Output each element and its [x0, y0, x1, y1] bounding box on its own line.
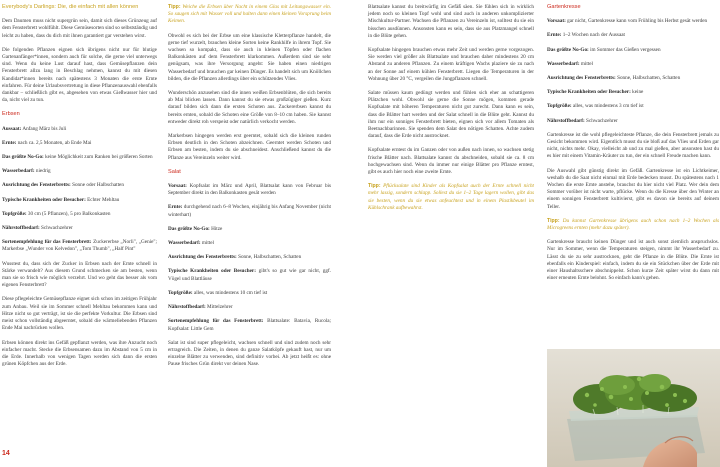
body-paragraph: Obwohl es sich bei der Erbse um eine klassische Kletterpflanze handelt, die gerne tief wurzelt, brauchen kleine Sorten keine Rankhilfe in ihrem Topf. Sie wachsen so kompakt, dass sie auch in kleinen Töpfen oder flachen Balkonkästen auf dem Fensterbrett klarkommen. Außerdem sind sie sehr genügsam, was ihre Versorgung angeht: Sie haben einen niedrigen Wasserbedarf und brauchen gar keinen Dünger. Es handelt sich um Knöllchen bilden, die die Pflanzen allerdings über ein schützendes Vlies. — [168, 32, 331, 82]
fact-value: Sonne oder Halbschatten — [72, 182, 124, 189]
fact-value: Hitze — [211, 225, 223, 232]
fact-list-gartenkresse — [547, 18, 719, 125]
column-1 — [2, 4, 157, 375]
fact-row — [168, 290, 331, 297]
fact-label: Aussaat: — [2, 125, 22, 132]
fact-row — [2, 211, 157, 218]
fact-row — [2, 126, 157, 133]
fact-row — [547, 18, 719, 25]
body-paragraph: Die Auswahl gibt günstig direkt im Gefäß. Gartenkresse ist ein Lichtkeimer, weshalb du die Saat nicht einmal mit Erde bedecken musst. Du spätestens nach 1 Wochen die erste Ernte anstehe, brauchst du hier nicht viel Platz. Wer dein dem Sommer vorüber ist nicht warte, pflücke. Wenn du die Kresse über den Winter an einem sonnigen Fensterbrett kultivierst, gibt es davon sie bereits auf deinem Teller. — [547, 167, 719, 210]
fact-row — [2, 182, 157, 189]
fact-value: Kopfsalat im März und April, Blattsalat kann von Februar bis September direkt in den Balkonkasten gesät werden — [168, 183, 331, 197]
fact-row — [547, 47, 719, 54]
tip-label: Tipp: — [168, 4, 181, 10]
fact-label: Vorsaat: — [168, 183, 187, 190]
body-paragraph: Die folgenden Pflanzen eignen sich übrigens nicht nur für blutige Gartenanfänger*innen, sondern auch für solche, die gerne viel unterwegs sind. Wenn du keine Lust darauf hast, dass Gemüsepflanzen dein Fensterbrett allzu lang in Beschlag nehmen, kannst du mit diesen Kandidat*innen bereits nach spätestens 3 Monaten die erste Ernte einfahren. Für deine Urlaubsvertretung in diese Pflanzenauswahl ebenfalls dankbar – schließlich gibt es, abgesehen von etwas Gießwasser hier und da, nicht viel zu tun. — [2, 46, 157, 104]
fact-label: Wasserbedarf: — [2, 168, 35, 175]
fact-row — [168, 254, 331, 261]
fact-value: niedrig — [35, 168, 51, 175]
body-paragraph: Kopfsalate erntest du im Ganzen oder von außen nach innen, so wachsen stetig frische Blätter nach. Blattsalate kannst du abschneiden, sobald sie ca. 8 cm hochgewachsen sind. Wenn du immer nur einige Blätter pro Pflanze erntest, gibt es auch hier noch eine zweite Ernte. — [368, 147, 534, 176]
fact-list-erbsen — [2, 126, 157, 254]
tip-text: Du kannst Gartenkresse übrigens auch schon nach 1–2 Wochen als Microgreens ernten (mehr dazu später). — [547, 217, 719, 232]
fact-row — [547, 32, 719, 39]
fact-row — [2, 154, 157, 161]
fact-value: alles, was mindestens 10 cm tief ist — [193, 289, 268, 296]
fact-value: alles, was mindestens 3 cm tief ist — [572, 103, 644, 110]
fact-value: Blattsalate: Batavia, Rucola; Kopfsalat: Little Gem — [168, 318, 331, 332]
fact-label: Topfgröße: — [168, 289, 193, 296]
fact-row — [2, 197, 157, 204]
fact-row — [168, 240, 331, 247]
fact-label: Nährstoffbedarf: — [2, 225, 40, 232]
fact-label: Ausrichtung des Fensterbretts: — [2, 182, 71, 189]
fact-row — [168, 268, 331, 282]
fact-label: Ausrichtung des Fensterbretts: — [547, 75, 616, 82]
page-number: 14 — [2, 450, 10, 457]
fact-label: Das größte No-Go: — [547, 46, 589, 53]
page-headline: Everybody's Darlings: Die, die einfach mit allen können — [2, 4, 139, 10]
fact-label: Typische Krankheiten oder Besucher: — [547, 89, 631, 96]
fact-label: Nährstoffbedarf: — [547, 117, 585, 124]
fact-label: Wasserbedarf: — [168, 240, 201, 247]
body-paragraph: Gartenkresse ist die wohl pflegeleichteste Pflanze, die dein Fensterbrett jemals zu Gesicht bekommen wird. Eigentlich musst du sie bloß auf das Vlies und Erden gar nicht, nichts mehr. Okay, vielleicht ab und zu mal gießen, aber ansonsten hast du es hier mit einem Vitamin-Kräuter zu tun, der ein schnell Freude machen kann. — [547, 131, 719, 160]
section-title-erbsen: Erbsen — [2, 111, 20, 118]
fact-label: Wasserbedarf: — [547, 60, 580, 67]
fact-label: Sortenempfehlung für das Fensterbrett: — [2, 239, 92, 246]
fact-row — [2, 168, 157, 175]
body-paragraph: Markerbsen hingegen werden erst geerntet, sobald sich die kleinen runden Erbsen deutlich in den Schoten abzeichnen. Geerntet werden Schoten und Erbsen am besten, indem du sie abschneidest. Anschließend kannst du die Pflanze aus Vereinzeln weiter wird. — [168, 133, 331, 161]
fact-label: Nährstoffbedarf: — [168, 304, 206, 311]
fact-value: Echter Mehltau — [87, 196, 120, 203]
tip-label: Tipp: — [368, 183, 381, 190]
fact-label: Ernte: — [168, 204, 183, 211]
body-paragraph: Salat ist sind super pflegeleicht, wachsen schnell und sind zudem noch sehr ertragreich. Die Zeiten, in denen du ganze Salatköpfe gekauft hast, nur um einzelne Blätter zu verwenden, sind definitiv vorbei. Ab jetzt heißt es: ohne Pause frisches Grün direkt vor deinen Nase. — [168, 339, 331, 368]
body-paragraph: Diese pflegeleichte Gemüsepflanze eignet sich schon im zeitigen Frühjahr zum Anbau. Weil sie im Sommer schnell Mehltau bekommen kann und Hitze nicht so gut verträgt, ist sie die perfekte Vorkultur. Die Erbsen sind meist schon vollständig abgeerntet, sobald die wärmeliebenden Pflanzen Ende Mai nachrücken wollen. — [2, 296, 157, 332]
fact-row — [547, 118, 719, 125]
fact-row — [2, 225, 157, 232]
fact-row — [168, 226, 331, 233]
fact-label: Vorsaat: — [547, 18, 566, 25]
intro-paragraph: Dem Daumen muss nicht supergrün sein, damit sich dieses Grünzeug auf dem Fensterbrett wohlfühlt. Diese Gemüsesorten sind so selbstständig und leicht zu haben, dass du dich mit ihnen garantiert gar verstehen wirst. — [2, 18, 157, 39]
fact-label: Typische Krankheiten oder Besucher: — [2, 196, 86, 203]
fact-row — [2, 140, 157, 147]
fact-value: Sonne, Halbschatten, Schatten — [617, 75, 681, 82]
fact-value: gar nicht, Gartenkresse kann vom Frühling bis Herbst gesät werden — [567, 18, 708, 25]
fact-value: keine Möglichkeit zum Ranken bei größeren Sorten — [45, 154, 153, 161]
fact-row — [168, 318, 331, 332]
fact-value: Schwachzehrer — [586, 117, 618, 124]
fact-value: 30 cm (5 Pflanzen), 5 pro Balkonkasten — [27, 210, 111, 217]
fact-label: Ernte: — [547, 32, 562, 39]
fact-row — [2, 239, 157, 253]
fact-value: keine — [632, 89, 644, 96]
fact-value: Anfang März bis Juli — [22, 125, 67, 132]
column-4 — [547, 4, 719, 289]
tip-text: Pflücksalate sind Kinder als Kopfsalat auch der Ernte schnell nicht mehr lassig, sondern schlapp. Sollest du sie 1–2 Tage lagern wollen, gibt das sie besten, wenn du sie etwas anfeuchtest und in einem Plastikbeutel im Kühlschrank aufbewahrst. — [368, 183, 535, 211]
fact-label: Ausrichtung des Fensterbretts: — [168, 254, 237, 261]
column-3 — [368, 4, 534, 219]
fact-value: gibt's so gut wie gar nicht, ggf. Vögel und Blattläuse — [168, 268, 331, 282]
body-paragraph: Wunderschön anzusehen sind die innen weißen Erbsenblüten, die sich bereits ab Mai blicken lassen. Dann kannst du sie etwas großzügiger gießen. Kurz darauf bilden sich dann die ersten Schoten aus. Zuckererbsen kannst du bereits ernten, sobald die Schoten eine Größe von 8–10 cm haben. Sie kannst entweder direkt roh verspeist oder natürlich verkocht werden. — [168, 90, 331, 125]
tip-box — [168, 4, 331, 26]
fact-label: Topfgröße: — [547, 103, 572, 110]
tip-box — [368, 183, 534, 212]
fact-value: Zuckererbse „Norli", „Genie"; Markerbse „Wunder von Kelvedon", „Tom Thumb", „Half Pint" — [2, 239, 157, 253]
fact-label: Sortenempfehlung für das Fensterbrett: — [168, 318, 264, 325]
fact-value: durchgehend nach 6–8 Wochen, einjährig bis Anfang November (nicht winterhart) — [168, 204, 332, 218]
fact-row — [547, 103, 719, 110]
body-paragraph: Gartenkresse braucht keinen Dünger und ist auch sonst ziemlich anspruchslos. Nur im Sommer, wenn die Temperaturen steigen, nimmt ihr Wasserbedarf zu. Lässt du sie zu sehr austrocknen, geht die Pflanze in die Blüte. Die Ernte ist ebenfalls ein Kinderspiel: einfach, indem du sie ein Stückchen über der Erde mit einer Haushaltsschere abschnippelst. Schon kurze Zeit später wirst du dann mit einer erneuten Ernte belohnt. So einfach kann's gehen. — [547, 239, 719, 282]
body-paragraph: Erbsen können direkt ins Gefäß gepflanzt werden, was ihre Anzucht noch einfacher macht. Stecke die Erbsensamen dazu im Abstand von 5 cm in die Erde. Innerhalb von wenigen Tagen werden sich dann die ersten grünen Köpfchen aus der Erde. — [2, 339, 157, 368]
cress-container-photo — [547, 349, 720, 467]
section-title-salat: Salat — [168, 168, 181, 175]
section-title-gartenkresse: Gartenkresse — [547, 4, 581, 10]
fact-label: Das größte No-Go: — [168, 225, 210, 232]
fact-value: Sonne, Halbschatten, Schatten — [238, 254, 302, 261]
fact-row — [547, 89, 719, 96]
column-2 — [168, 4, 331, 376]
fact-value: mittel — [201, 240, 214, 247]
fact-row — [168, 183, 331, 197]
fact-label: Topfgröße: — [2, 210, 27, 217]
body-paragraph: Wusstest du, dass sich der Zucker in Erbsen nach der Ernte schnell in Stärke verwandelt? Aus diesem Grund schmecken sie am besten, wenn man sie so frisch wie möglich verzehrt. Und wo geht das besser als vom eigenen Fensterbrett? — [2, 260, 157, 289]
fact-value: nach ca. 2,5 Monaten, ab Ende Mai — [17, 139, 92, 146]
fact-value: mittel — [580, 60, 593, 67]
body-paragraph: Salate müssen kaum gedüngt werden und fühlen sich eher an schattigeren Plätzchen wohl. Obwohl sie gerne die Sonne mögen, kommen gerade Kopfsalate mit höheren Temperaturen nicht gut zurecht. Dann kann es sein, dass die Blätter hart werden und der Salat schnell in die Blüte geht. Kannst du ihm nur ein sonniges Fensterbrett bieten, eignen sich vor allem Tomaten als Beetnachbarinnen. Sie spenden dem Salat den nötigen Schatten. Achte zudem darauf, dass die Erde nicht austrocknet. — [368, 90, 534, 140]
fact-value: 1–2 Wochen nach der Aussaat — [562, 32, 625, 39]
fact-value: im Sommer das Gießen vergessen — [590, 46, 661, 53]
fact-value: Schwachzehrer — [41, 225, 73, 232]
body-paragraph: Blattsalate kannst du breitwürfig im Gefäß säen. Sie fühlen sich in wirklich jedem noch so kleinen Topf wohl und sind auch in anderen unkomplizierter Mischkultur-Partner. Wachsen die Pflanzen zu Vereinzeln ist, solltest du sie ein bisschen ausdünnen. Ansonsten kann es sein, dass sie aus Platzmangel schnell in die Blüte gehen. — [368, 4, 534, 39]
fact-label: Das größte No-Go: — [2, 154, 44, 161]
fact-row — [168, 304, 331, 311]
fact-label: Ernte: — [2, 139, 17, 146]
fact-list-salat — [168, 183, 331, 333]
fact-row — [547, 61, 719, 68]
fact-row — [168, 204, 331, 218]
fact-label: Typische Krankheiten oder Besucher: — [168, 268, 256, 275]
fact-value: Mittelzehrer — [207, 304, 233, 311]
body-paragraph: Kopfsalate hingegen brauchen etwas mehr Zeit und werden gerne vorgezogen. Sie werden viel größer als Blattsalate und brauchen daher mindestens 20 cm Abstand zu anderen Pflanzen. Zu einem kräftigen Wachs plaziere sie zu nach an der Sonne auf einem kühlen Fensterbrett. Liegen die Temperaturen in der Wohnung über 20 °C, vergeilen die Jungpflanzen schnell. — [368, 47, 534, 82]
tip-text: Weiche die Erbsen über Nacht in einem Glas mit Leitungswasser ein. So saugen sich mit Wasser voll und halten dann einen kleinen Vorsprung beim Keimen. — [168, 4, 331, 25]
fact-row — [547, 75, 719, 82]
tip-box — [547, 218, 719, 232]
tip-label: Tipp: — [547, 217, 560, 224]
